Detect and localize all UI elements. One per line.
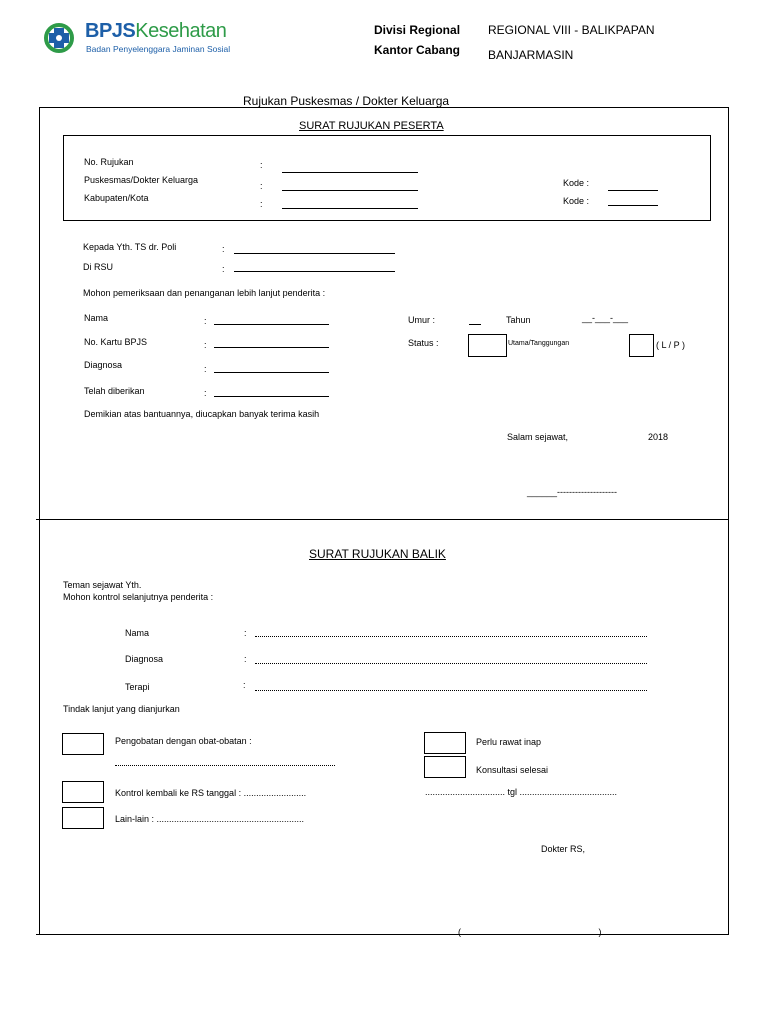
colon: : bbox=[204, 340, 207, 350]
kepada-label: Kepada Yth. TS dr. Poli bbox=[83, 242, 177, 252]
gender-box[interactable] bbox=[629, 334, 654, 357]
logo-subtitle: Badan Penyelenggara Jaminan Sosial bbox=[86, 44, 231, 54]
rawat-inap-label: Perlu rawat inap bbox=[476, 737, 542, 747]
frame-top-line bbox=[39, 107, 729, 108]
umur-field[interactable] bbox=[469, 324, 481, 325]
colon: : bbox=[244, 654, 247, 664]
colon: : bbox=[243, 680, 246, 690]
kontrol-label: Kontrol kembali ke RS tanggal : ......................... bbox=[115, 788, 307, 798]
mohon-text: Mohon pemeriksaan dan penanganan lebih lanjut penderita : bbox=[83, 288, 326, 298]
frame-right-line bbox=[728, 107, 729, 935]
umur-label: Umur : bbox=[408, 315, 435, 325]
diagnosa-balik-label: Diagnosa bbox=[125, 654, 164, 664]
kode2-field[interactable] bbox=[608, 205, 658, 206]
lp-label: ( L / P ) bbox=[656, 340, 686, 350]
telah-label: Telah diberikan bbox=[84, 386, 145, 396]
utama-label: Utama/Tanggungan bbox=[508, 340, 570, 347]
frame-bottom-line bbox=[36, 934, 729, 935]
divisi-label: Divisi Regional bbox=[374, 23, 461, 37]
tindak-text: Tindak lanjut yang dianjurkan bbox=[63, 704, 180, 714]
colon: : bbox=[204, 364, 207, 374]
kode1-label: Kode : bbox=[563, 178, 590, 188]
section1-title: SURAT RUJUKAN PESERTA bbox=[299, 120, 444, 132]
konsultasi-label: Konsultasi selesai bbox=[476, 765, 549, 775]
tahun-label: Tahun bbox=[506, 315, 531, 325]
kabupaten-field[interactable] bbox=[282, 208, 418, 209]
kepada-field[interactable] bbox=[234, 253, 395, 254]
section2-title: SURAT RUJUKAN BALIK bbox=[309, 547, 446, 561]
kantor-label: Kantor Cabang bbox=[374, 43, 461, 57]
pengobatan-label: Pengobatan dengan obat-obatan : bbox=[115, 736, 252, 746]
logo-kesehatan: Kesehatan bbox=[135, 20, 227, 42]
tahun-blank[interactable]: __-___-___ bbox=[582, 313, 629, 323]
di-rsu-label: Di RSU bbox=[83, 262, 114, 272]
di-rsu-field[interactable] bbox=[234, 271, 395, 272]
status-box[interactable] bbox=[468, 334, 507, 357]
teman-text: Teman sejawat Yth. bbox=[63, 580, 142, 590]
colon: : bbox=[222, 264, 225, 274]
telah-field[interactable] bbox=[214, 396, 329, 397]
bpjs-emblem-icon bbox=[43, 22, 75, 54]
demikian-text: Demikian atas bantuannya, diucapkan banyak terima kasih bbox=[84, 409, 320, 419]
divisi-value: REGIONAL VIII - BALIKPAPAN bbox=[488, 23, 655, 37]
kabupaten-label: Kabupaten/Kota bbox=[84, 193, 149, 203]
kontrol-checkbox[interactable] bbox=[62, 781, 104, 803]
terapi-balik-field[interactable] bbox=[255, 690, 647, 691]
logo-wordmark bbox=[85, 20, 226, 43]
diagnosa-label: Diagnosa bbox=[84, 360, 123, 370]
dokter-rs-label: Dokter RS, bbox=[541, 844, 586, 854]
rawat-inap-checkbox[interactable] bbox=[424, 732, 466, 754]
year-text: 2018 bbox=[648, 432, 669, 442]
pengobatan-checkbox[interactable] bbox=[62, 733, 104, 755]
kode1-field[interactable] bbox=[608, 190, 658, 191]
logo-bpjs: BPJS bbox=[85, 20, 136, 42]
colon: : bbox=[260, 181, 263, 191]
kode2-label: Kode : bbox=[563, 196, 590, 206]
frame-left-line bbox=[39, 107, 40, 935]
colon: : bbox=[222, 244, 225, 254]
dokter-signature[interactable]: (.......................................................) bbox=[458, 927, 602, 937]
mohon-kontrol-text: Mohon kontrol selanjutnya penderita : bbox=[63, 592, 214, 602]
puskesmas-label: Puskesmas/Dokter Keluarga bbox=[84, 175, 199, 185]
nama-balik-label: Nama bbox=[125, 628, 150, 638]
terapi-balik-label: Terapi bbox=[125, 682, 150, 692]
section-divider bbox=[36, 519, 729, 520]
no-rujukan-label: No. Rujukan bbox=[84, 157, 134, 167]
lain-checkbox[interactable] bbox=[62, 807, 104, 829]
puskesmas-field[interactable] bbox=[282, 190, 418, 191]
diagnosa-field[interactable] bbox=[214, 372, 329, 373]
pengobatan-field[interactable] bbox=[115, 765, 335, 766]
colon: : bbox=[260, 199, 263, 209]
colon: : bbox=[244, 628, 247, 638]
nama-field[interactable] bbox=[214, 324, 329, 325]
nama-label: Nama bbox=[84, 313, 109, 323]
diagnosa-balik-field[interactable] bbox=[255, 663, 647, 664]
kartu-label: No. Kartu BPJS bbox=[84, 337, 148, 347]
kartu-field[interactable] bbox=[214, 347, 329, 348]
form-title: Rujukan Puskesmas / Dokter Keluarga bbox=[243, 94, 450, 108]
colon: : bbox=[204, 388, 207, 398]
colon: : bbox=[204, 316, 207, 326]
colon: : bbox=[260, 160, 263, 170]
no-rujukan-field[interactable] bbox=[282, 172, 418, 173]
salam-text: Salam sejawat, bbox=[507, 432, 569, 442]
kantor-value: BANJARMASIN bbox=[488, 48, 574, 62]
status-label: Status : bbox=[408, 338, 439, 348]
bpjs-logo bbox=[43, 18, 243, 58]
tgl-line[interactable]: ................................ tgl ....................................... bbox=[425, 787, 618, 797]
lain-label: Lain-lain : ........................................................... bbox=[115, 814, 305, 824]
konsultasi-checkbox[interactable] bbox=[424, 756, 466, 778]
nama-balik-field[interactable] bbox=[255, 636, 647, 637]
signature-line[interactable]: ______-------------------- bbox=[527, 487, 617, 497]
